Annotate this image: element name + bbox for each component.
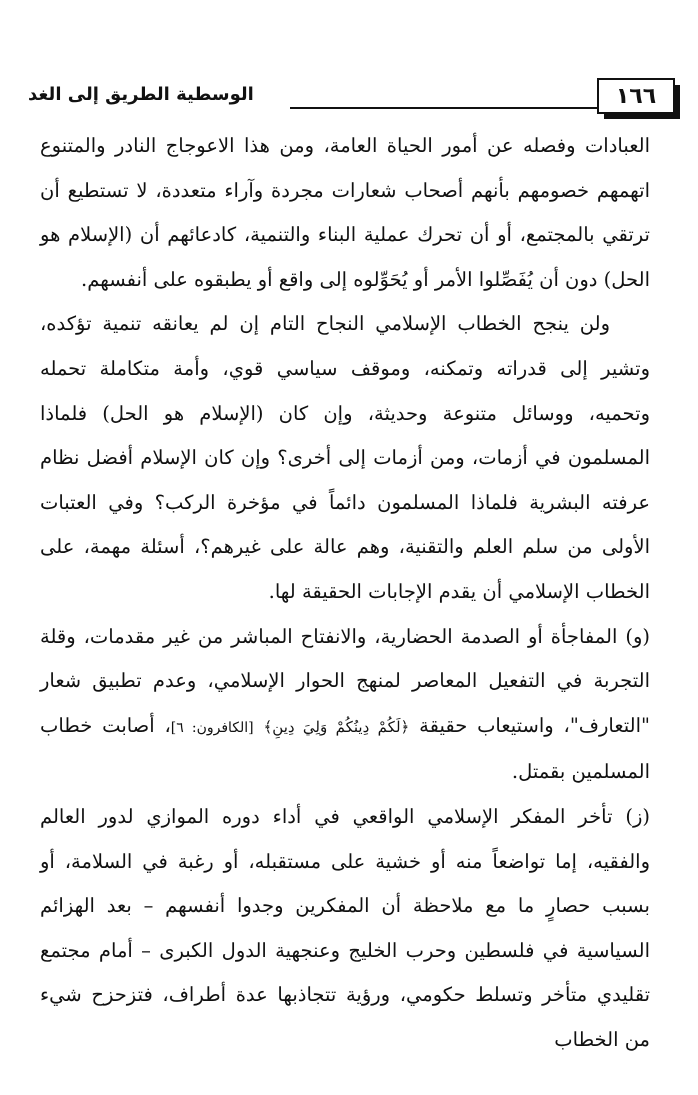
verse-reference: [الكافرون: ٦] bbox=[170, 719, 254, 736]
paragraph-3 bbox=[40, 615, 650, 795]
running-title: الوسطية الطريق إلى الغد bbox=[28, 84, 254, 105]
paragraph-2 bbox=[40, 302, 650, 614]
paragraph-1: العبادات وفصله عن أمور الحياة العامة، ومن هذا الاعوجاج النادر والمتنوع اتهمهم خصومهم بأنهم أصحاب شعارات مجردة وآراء متعددة، لا تستطيع أن ترتقي بالمجتمع، أو أن تحرك عملية البناء والتنمية، كادعائهم أن (الإسلام هو الحل) دون أن يُفَصِّلوا الأمر أو يُحَوِّلوه إلى واقع أو يطبقوه على أنفسهم. bbox=[40, 134, 650, 291]
page-header bbox=[28, 78, 657, 118]
page-number: ١٦٦ bbox=[597, 78, 675, 114]
header-rule bbox=[290, 107, 597, 109]
paragraph-3-text-after: ، أصابت خطاب المسلمين بقمتل. bbox=[40, 713, 650, 784]
quran-verse: ﴿لَكُمْ دِينُكُمْ وَلِيَ دِينِ﴾ bbox=[263, 717, 410, 736]
body-text bbox=[40, 124, 650, 1062]
paragraph-4: (ز) تأخر المفكر الإسلامي الواقعي في أداء دوره الموازي لدور العالم والفقيه، إما تواضعاً منه أو خشية على مستقبله، أو رغبة في السلامة، أو بسبب حصارٍ ما مع ملاحظة أن المفكرين وجدوا أنفسهم – بعد الهزائم السياسية في فلسطين وحرب الخليج وعنجهية الدول الكبرى – أمام مجتمع تقليدي متأخر وتسلط حكومي، ورؤية تتجاذبها عدة أطراف، فتزحزح شيء من الخطاب bbox=[40, 804, 650, 1051]
paragraph-3-text-before: (و) المفاجأة أو الصدمة الحضارية، والانفتاح المباشر من غير مقدمات، وقلة التجربة في التفعيل المعاصر لمنهج الحوار الإسلامي، وعدم تطبيق شعار "التعارف"، واستيعاب حقيقة bbox=[40, 624, 650, 737]
paragraph-2-text: ولن ينجح الخطاب الإسلامي النجاح التام إن لم يعانقه تنمية تؤكده، وتشير إلى قدراته وتمكنه، وموقف سياسي قوي، وأمة متكاملة تحمله وتحميه، ووسائل متنوعة وحديثة، وإن كان (الإسلام هو الحل) فلماذا المسلمون في أزمات، ومن أزمات إلى أخرى؟ وإن كان الإسلام أفضل نظام عرفته البشرية فلماذا المسلمون دائماً في مؤخرة الركب؟ وفي العتبات الأولى من سلم العلم والتقنية، وهم عالة على غيرهم؟، أسئلة مهمة، على الخطاب الإسلامي أن يقدم الإجابات الحقيقة لها. bbox=[40, 312, 650, 603]
